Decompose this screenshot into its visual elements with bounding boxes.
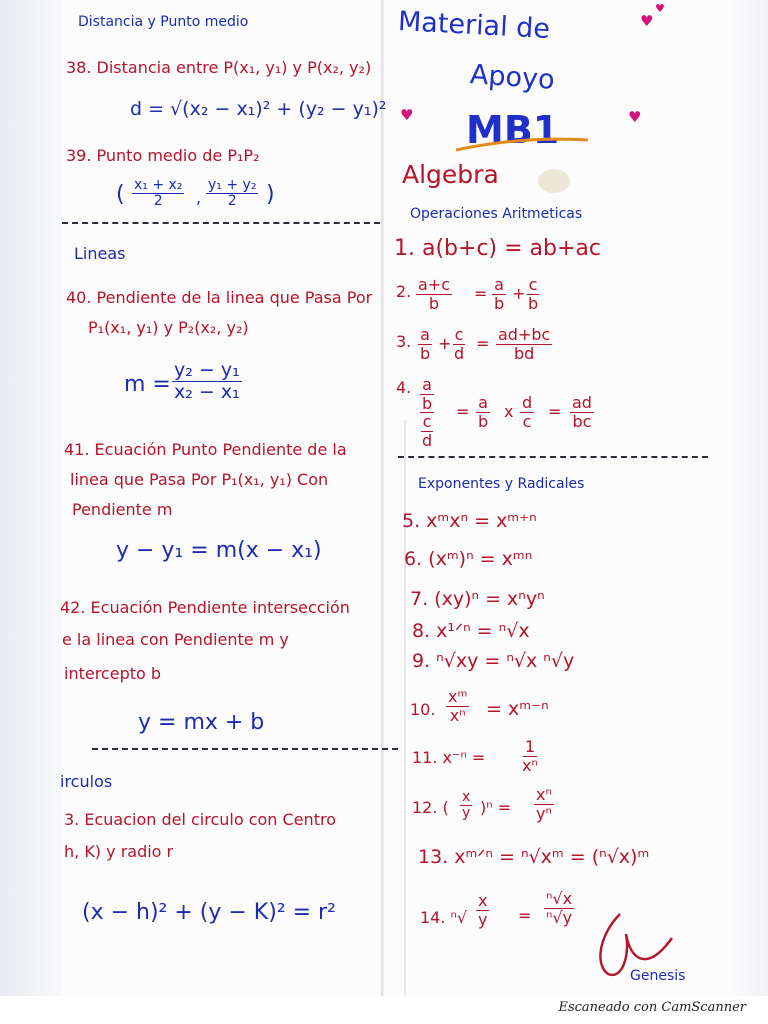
fraction-numerator: x₁ + x₂ xyxy=(134,177,183,193)
complex-fraction-bottom xyxy=(420,413,434,449)
fraction-denominator: x₂ − x₁ xyxy=(174,380,240,403)
page-edge-shadow-left xyxy=(0,0,62,1000)
item-40-line-2: P₁(x₁, y₁) y P₂(x₂, y₂) xyxy=(88,318,249,337)
fraction-denominator: b xyxy=(428,293,440,313)
fraction-numerator: 1 xyxy=(524,737,536,756)
signature-name: Genesis xyxy=(630,968,686,984)
heart-icon: ♥ xyxy=(640,12,654,30)
complex-fraction-top xyxy=(420,376,434,413)
dashed-divider xyxy=(92,748,398,750)
rule-12-fraction xyxy=(534,786,554,822)
rule-14-fraction xyxy=(544,890,574,926)
plus-sign: + xyxy=(512,284,526,303)
item-40-m-equals: m = xyxy=(124,372,171,397)
equals-sign: = xyxy=(456,402,470,421)
rule-12-close: )ⁿ = xyxy=(480,798,512,817)
fraction-denominator: y xyxy=(478,909,488,929)
rule-4-label: 4. xyxy=(396,378,412,397)
fraction-numerator: a xyxy=(420,325,430,344)
page-edge-shadow-right xyxy=(728,0,768,1000)
rule-13: 13. xᵐᐟⁿ = ⁿ√xᵐ = (ⁿ√x)ᵐ xyxy=(418,846,650,868)
fraction-denominator: ⁿ√y xyxy=(546,907,573,927)
fraction-denominator: y xyxy=(462,805,471,822)
fraction-denominator: b xyxy=(494,293,505,313)
item-42-line-3: intercepto b xyxy=(64,664,162,683)
fraction-numerator: ad+bc xyxy=(498,325,551,344)
rule-12-label: 12. ( xyxy=(412,798,449,817)
rule-2-fraction xyxy=(416,276,452,312)
scanner-watermark: Escaneado con CamScanner xyxy=(558,1000,746,1015)
rule-8: 8. x¹ᐟⁿ = ⁿ√x xyxy=(412,620,530,642)
item-39-open-paren: ( xyxy=(116,182,125,207)
equals-sign: = xyxy=(476,334,490,353)
dashed-divider xyxy=(62,222,380,224)
fraction-denominator: bd xyxy=(514,343,535,363)
rule-12-inner-fraction xyxy=(460,790,472,822)
section-heading-operations: Operaciones Aritmeticas xyxy=(410,206,583,222)
rule-4-fraction xyxy=(520,394,534,430)
fraction-numerator: c xyxy=(454,325,464,344)
title-underline xyxy=(452,132,592,156)
fraction-numerator: c xyxy=(422,412,432,432)
page-fold xyxy=(381,0,384,1000)
item-39-fraction-y xyxy=(206,178,258,210)
rule-11-fraction xyxy=(520,738,540,774)
item-40-slope-fraction xyxy=(172,360,242,403)
fraction-denominator: xⁿ xyxy=(522,755,538,775)
rule-4-fraction xyxy=(476,394,490,430)
fraction-denominator: yⁿ xyxy=(536,803,552,823)
rule-11-label: 11. x⁻ⁿ = xyxy=(412,748,486,767)
rule-3-label: 3. xyxy=(396,332,412,351)
rule-2-fraction xyxy=(492,276,506,312)
heart-icon: ♥ xyxy=(655,2,665,15)
fraction-denominator: d xyxy=(422,430,433,450)
equals-sign: = xyxy=(474,284,488,303)
section-heading-distance: Distancia y Punto medio xyxy=(78,14,249,30)
fraction-numerator: a xyxy=(478,393,488,412)
column-divider xyxy=(404,420,406,1000)
item-40-line-1: 40. Pendiente de la linea que Pasa Por xyxy=(66,288,373,307)
dashed-divider xyxy=(398,456,708,458)
fraction-denominator: 2 xyxy=(227,193,237,210)
title-line-2: Apoyo xyxy=(469,59,556,96)
rule-14-inner-fraction xyxy=(476,892,489,928)
fraction-denominator: c xyxy=(522,411,532,431)
rule-7: 7. (xy)ⁿ = xⁿyⁿ xyxy=(410,588,545,610)
fraction-numerator: y₂ − y₁ xyxy=(174,359,240,381)
rule-10-label: 10. xyxy=(410,700,436,719)
fraction-numerator: x xyxy=(462,789,471,805)
fraction-denominator: 2 xyxy=(153,193,163,210)
rule-4-complex-fraction xyxy=(420,376,434,449)
fraction-numerator: xⁿ xyxy=(536,785,552,804)
rule-2-fraction xyxy=(526,276,540,312)
rule-6: 6. (xᵐ)ⁿ = xᵐⁿ xyxy=(404,548,533,570)
fraction-numerator: ⁿ√x xyxy=(546,889,573,908)
rule-4-fraction xyxy=(570,394,594,430)
fraction-denominator: b xyxy=(422,393,433,413)
fraction-denominator: b xyxy=(420,343,431,363)
title-line-3: MB1 xyxy=(466,108,560,152)
rule-2-label: 2. xyxy=(396,282,412,301)
item-41-formula: y − y₁ = m(x − x₁) xyxy=(116,538,322,563)
fraction-numerator: ad xyxy=(572,393,592,412)
plus-sign: + xyxy=(438,334,452,353)
item-42-line-1: 42. Ecuación Pendiente intersección xyxy=(60,598,350,617)
fraction-denominator: bc xyxy=(572,411,592,431)
title-line-1: Material de xyxy=(397,6,551,45)
item-41-line-1: 41. Ecuación Punto Pendiente de la xyxy=(64,440,347,459)
fraction-numerator: a xyxy=(422,375,432,394)
rule-14-label: 14. ⁿ√ xyxy=(420,908,468,927)
item-38-formula: d = √(x₂ − x₁)² + (y₂ − y₁)² xyxy=(130,98,387,120)
fraction-numerator: x xyxy=(478,891,488,910)
item-39-fraction-x xyxy=(132,178,184,210)
item-41-line-2: linea que Pasa Por P₁(x₁, y₁) Con xyxy=(70,470,329,489)
section-heading-exponents: Exponentes y Radicales xyxy=(418,476,585,492)
item-43-formula: (x − h)² + (y − K)² = r² xyxy=(82,900,336,925)
item-39-comma: , xyxy=(196,188,202,207)
section-heading-lines: Lineas xyxy=(74,244,126,263)
fraction-denominator: b xyxy=(478,411,489,431)
fraction-numerator: d xyxy=(522,393,533,412)
section-heading-circles: irculos xyxy=(60,772,113,791)
fraction-numerator: a xyxy=(494,275,504,294)
item-39-close-paren: ) xyxy=(266,182,275,207)
rule-3-fraction xyxy=(496,326,552,362)
times-sign: x xyxy=(504,402,514,421)
equals-sign: = xyxy=(518,906,532,925)
paper-stain xyxy=(534,166,574,196)
fraction-numerator: y₁ + y₂ xyxy=(208,177,257,193)
fraction-denominator: d xyxy=(454,343,465,363)
equals-sign: = xyxy=(548,402,562,421)
item-42-line-2: e la linea con Pendiente m y xyxy=(62,630,289,649)
rule-3-fraction xyxy=(452,326,466,362)
item-39-text: 39. Punto medio de P₁P₂ xyxy=(66,146,260,165)
fraction-numerator: a+c xyxy=(418,275,451,294)
item-43-line-2: h, K) y radio r xyxy=(64,842,174,861)
rule-1: 1. a(b+c) = ab+ac xyxy=(394,236,602,261)
fraction-numerator: c xyxy=(528,275,538,294)
rule-3-fraction xyxy=(418,326,432,362)
rule-9: 9. ⁿ√xy = ⁿ√x ⁿ√y xyxy=(412,650,575,672)
heart-icon: ♥ xyxy=(400,106,414,124)
rule-10-rhs: = xᵐ⁻ⁿ xyxy=(486,698,549,720)
item-38-text: 38. Distancia entre P(x₁, y₁) y P(x₂, y₂) xyxy=(66,58,372,77)
item-43-line-1: 3. Ecuacion del circulo con Centro xyxy=(64,810,336,829)
fraction-denominator: xⁿ xyxy=(449,705,466,725)
item-42-formula: y = mx + b xyxy=(138,710,265,735)
heart-icon: ♥ xyxy=(628,108,642,126)
rule-10-fraction xyxy=(446,688,469,724)
scanner-footer xyxy=(0,996,768,1024)
rule-5: 5. xᵐxⁿ = xᵐ⁺ⁿ xyxy=(402,510,537,532)
item-41-line-3: Pendiente m xyxy=(72,500,173,519)
section-heading-algebra: Algebra xyxy=(402,160,499,189)
fraction-denominator: b xyxy=(528,293,539,313)
fraction-numerator: xᵐ xyxy=(448,687,468,706)
